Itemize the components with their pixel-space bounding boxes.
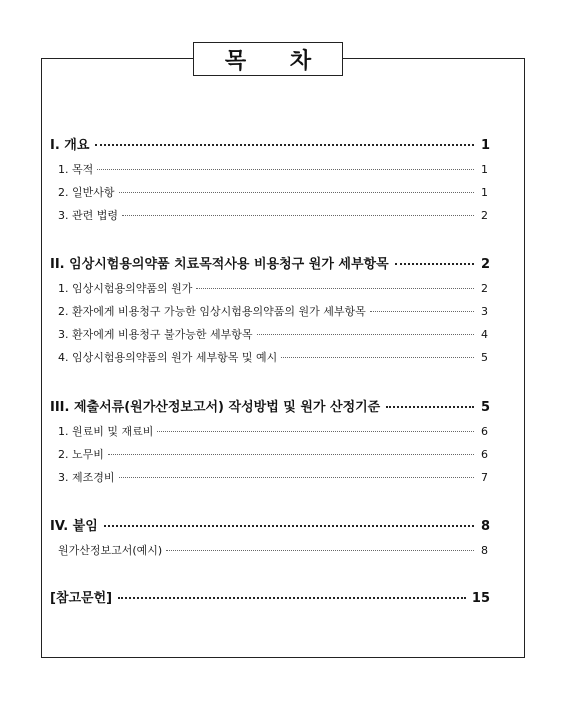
dot-leader [196, 288, 474, 289]
dot-leader [157, 431, 474, 432]
toc-item-2-4[interactable] [58, 349, 488, 365]
toc-item-2-2[interactable] [58, 303, 488, 319]
toc-references[interactable] [50, 587, 490, 606]
item-label: 1. 임상시험용의약품의 원가 [58, 282, 193, 295]
item-page: 7 [481, 471, 488, 484]
dot-leader [386, 406, 474, 408]
toc-title: 목 차 [224, 48, 330, 74]
item-label: 2. 노무비 [58, 448, 104, 461]
section-page: 15 [471, 591, 490, 606]
section-label: II. 임상시험용의약품 치료목적사용 비용청구 원가 세부항목 [50, 257, 389, 272]
dot-leader [370, 311, 474, 312]
dot-leader [95, 144, 474, 146]
dot-leader [97, 169, 474, 170]
item-label: 1. 원료비 및 재료비 [58, 425, 154, 438]
toc-item-3-3[interactable] [58, 469, 488, 485]
toc-title-box [193, 42, 343, 76]
item-page: 3 [481, 305, 488, 318]
dot-leader [118, 597, 466, 599]
item-label: 2. 일반사항 [58, 186, 115, 199]
dot-leader [257, 334, 475, 335]
section-label: I. 개요 [50, 138, 90, 153]
section-label: [참고문헌] [50, 591, 113, 606]
toc-item-3-2[interactable] [58, 446, 488, 462]
dot-leader [119, 192, 475, 193]
section-page: 2 [480, 257, 490, 272]
item-label: 3. 환자에게 비용청구 불가능한 세부항목 [58, 328, 253, 341]
toc-item-3-1[interactable] [58, 423, 488, 439]
item-page: 4 [481, 328, 488, 341]
section-label: IV. 붙임 [50, 519, 98, 534]
toc-item-2-1[interactable] [58, 280, 488, 296]
item-label: 3. 제조경비 [58, 471, 115, 484]
toc-section-3[interactable] [50, 396, 490, 415]
toc-section-1[interactable] [50, 134, 490, 153]
item-page: 5 [481, 351, 488, 364]
item-page: 2 [481, 209, 488, 222]
dot-leader [104, 525, 474, 527]
toc-item-4-1[interactable] [58, 542, 488, 558]
item-label: 원가산정보고서(예시) [58, 544, 163, 557]
item-label: 1. 목적 [58, 163, 94, 176]
item-page: 2 [481, 282, 488, 295]
item-page: 8 [481, 544, 488, 557]
section-page: 8 [480, 519, 490, 534]
item-label: 4. 임상시험용의약품의 원가 세부항목 및 예시 [58, 351, 278, 364]
item-page: 6 [481, 448, 488, 461]
dot-leader [108, 454, 474, 455]
item-label: 2. 환자에게 비용청구 가능한 임상시험용의약품의 원가 세부항목 [58, 305, 366, 318]
section-label: III. 제출서류(원가산정보고서) 작성방법 및 원가 산정기준 [50, 400, 381, 415]
dot-leader [281, 357, 474, 358]
dot-leader [119, 477, 475, 478]
dot-leader [395, 263, 474, 265]
toc-item-1-3[interactable] [58, 207, 488, 223]
toc-section-2[interactable] [50, 253, 490, 272]
section-page: 5 [480, 400, 490, 415]
item-page: 6 [481, 425, 488, 438]
item-label: 3. 관련 법령 [58, 209, 118, 222]
toc-item-2-3[interactable] [58, 326, 488, 342]
toc-item-1-1[interactable] [58, 161, 488, 177]
dot-leader [166, 550, 474, 551]
toc-section-4[interactable] [50, 515, 490, 534]
item-page: 1 [481, 163, 488, 176]
section-page: 1 [480, 138, 490, 153]
item-page: 1 [481, 186, 488, 199]
dot-leader [122, 215, 474, 216]
toc-item-1-2[interactable] [58, 184, 488, 200]
